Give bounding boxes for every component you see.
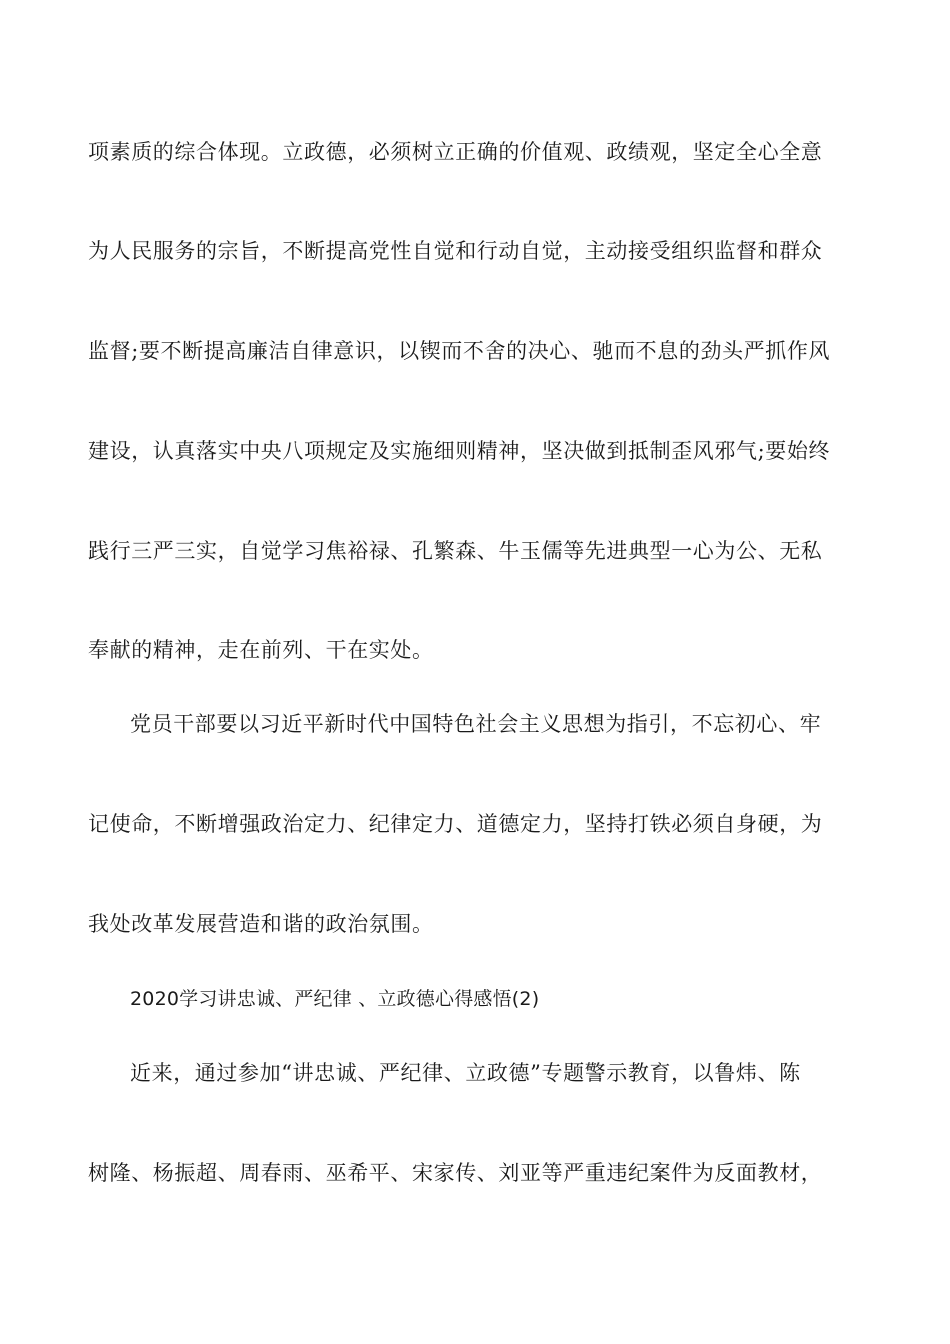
body-text-line: 监督;要不断提高廉洁自律意识，以锲而不舍的决心、驰而不息的劲头严抓作风 [88,339,831,363]
paragraph-first-line: 近来，通过参加“讲忠诚、严纪律、立政德”专题警示教育，以鲁炜、陈 [130,1061,801,1085]
body-text-line: 树隆、杨振超、周春雨、巫希平、宋家传、刘亚等严重违纪案件为反面教材， [88,1161,823,1185]
paragraph-first-line: 党员干部要以习近平新时代中国特色社会主义思想为指引，不忘初心、牢 [130,712,822,736]
body-text-line: 项素质的综合体现。立政德，必须树立正确的价值观、政绩观，坚定全心全意 [88,140,823,164]
body-text-line: 奉献的精神，走在前列、干在实处。 [88,638,434,662]
section-heading: 2020学习讲忠诚、严纪律 、立政德心得感悟(2) [130,988,540,1010]
body-text-line: 我处改革发展营造和谐的政治氛围。 [88,912,434,936]
body-text-line: 践行三严三实，自觉学习焦裕禄、孔繁森、牛玉儒等先进典型一心为公、无私 [88,539,823,563]
body-text-line: 建设，认真落实中央八项规定及实施细则精神，坚决做到抵制歪风邪气;要始终 [88,439,831,463]
body-text-line: 为人民服务的宗旨，不断提高党性自觉和行动自觉，主动接受组织监督和群众 [88,239,823,263]
body-text-line: 记使命，不断增强政治定力、纪律定力、道德定力，坚持打铁必须自身硬，为 [88,812,823,836]
